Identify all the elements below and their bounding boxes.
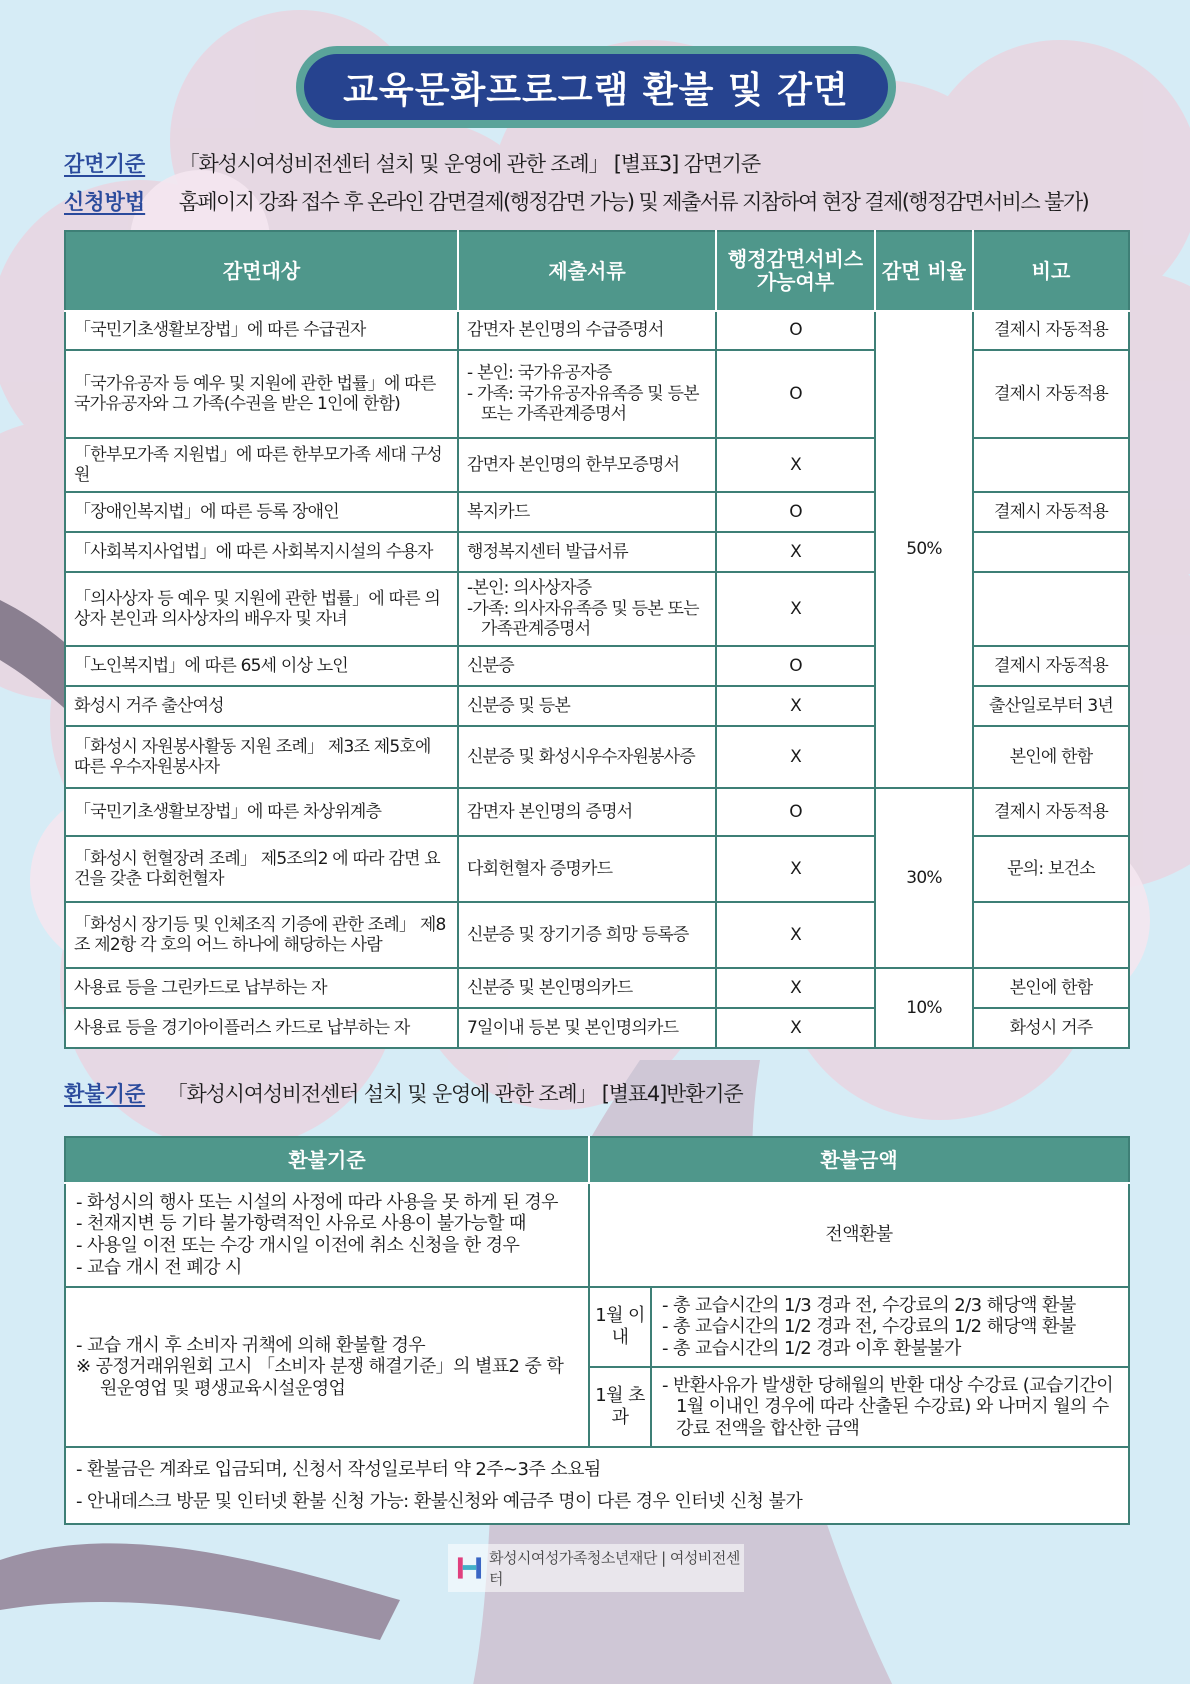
note-cell: 결제시 자동적용 <box>973 350 1129 438</box>
criteria-line: - 사용일 이전 또는 수강 개시일 이전에 취소 신청을 한 경우 <box>76 1235 520 1256</box>
docs-cell: 신분증 및 장기기증 희망 등록증 <box>458 902 716 968</box>
rule-line: - 총 교습시간의 1/2 경과 이후 환불불가 <box>662 1337 961 1359</box>
footer-text: 화성시여성가족청소년재단 | 여성비전센터 <box>488 1549 740 1588</box>
within-one-month-rules <box>651 1287 1129 1367</box>
docs-cell: 신분증 <box>458 646 716 686</box>
target-cell: 「화성시 장기등 및 인체조직 기증에 관한 조례」 제8조 제2항 각 호의 어느 하나에 해당하는 사람 <box>65 902 458 968</box>
note-cell: 출산일로부터 3년 <box>973 686 1129 726</box>
reduction-criteria-label: 감면기준 <box>64 152 146 176</box>
target-cell: 사용료 등을 경기아이플러스 카드로 납부하는 자 <box>65 1008 458 1048</box>
target-cell: 「한부모가족 지원법」에 따른 한부모가족 세대 구성원 <box>65 438 458 492</box>
within-one-month-label: 1월 이내 <box>589 1287 651 1367</box>
apply-method-label: 신청방법 <box>64 190 146 214</box>
rule-line: - 총 교습시간의 1/2 경과 전, 수강료의 1/2 해당액 환불 <box>662 1316 1076 1338</box>
note-cell: 결제시 자동적용 <box>973 788 1129 836</box>
admin-cell: X <box>716 1008 875 1048</box>
reduction-criteria-value: 「화성시여성비전센터 설치 및 운영에 관한 조례」 [별표3] 감면기준 <box>178 152 760 176</box>
refund-note-line: - 환불금은 계좌로 입금되며, 신청서 작성일로부터 약 2주~3주 소요됨 <box>76 1459 601 1480</box>
col-header-criteria: 환불기준 <box>65 1137 589 1183</box>
target-cell: 화성시 거주 출산여성 <box>65 686 458 726</box>
criteria-line: - 천재지변 등 기타 불가항력적인 사유로 사용이 불가능할 때 <box>76 1213 526 1235</box>
over-one-month-label: 1월 초과 <box>589 1367 651 1447</box>
docs-cell: 복지카드 <box>458 492 716 532</box>
admin-cell: X <box>716 836 875 902</box>
note-cell <box>973 902 1129 968</box>
docs-line: - 가족: 국가유공자유족증 및 등본 또는 가족관계증명서 <box>467 383 699 425</box>
target-cell: 사용료 등을 그린카드로 납부하는 자 <box>65 968 458 1008</box>
reduction-criteria-row <box>64 148 760 178</box>
docs-cell: 감면자 본인명의 한부모증명서 <box>458 438 716 492</box>
note-cell: 결제시 자동적용 <box>973 492 1129 532</box>
target-cell: 「화성시 자원봉사활동 지원 조례」 제3조 제5호에 따른 우수자원봉사자 <box>65 726 458 788</box>
rule-line: - 총 교습시간의 1/3 경과 전, 수강료의 2/3 해당액 환불 <box>662 1294 1076 1316</box>
admin-cell: O <box>716 788 875 836</box>
admin-cell: X <box>716 572 875 646</box>
criteria-note: ※ 공정거래위원회 고시 「소비자 분쟁 해결기준」의 별표2 중 학원운영업 및 평생교육시설운영업 <box>76 1356 564 1399</box>
col-header-target: 감면대상 <box>65 231 458 311</box>
target-cell: 「장애인복지법」에 따른 등록 장애인 <box>65 492 458 532</box>
table-row <box>65 1447 1129 1524</box>
docs-cell <box>458 572 716 646</box>
note-cell <box>973 438 1129 492</box>
note-cell: 본인에 한함 <box>973 968 1129 1008</box>
refund-criteria-row <box>64 1078 742 1108</box>
rate-cell-30: 30% <box>875 788 973 968</box>
refund-criteria-label: 환불기준 <box>64 1082 146 1106</box>
note-cell: 문의: 보건소 <box>973 836 1129 902</box>
admin-cell: X <box>716 968 875 1008</box>
docs-cell: 신분증 및 본인명의카드 <box>458 968 716 1008</box>
table-row <box>65 788 1129 836</box>
target-cell: 「국민기초생활보장법」에 따른 차상위계층 <box>65 788 458 836</box>
docs-line: - 본인: 국가유공자증 <box>467 363 612 384</box>
note-cell: 본인에 한함 <box>973 726 1129 788</box>
table-row <box>65 968 1129 1008</box>
col-header-note: 비고 <box>973 231 1129 311</box>
admin-cell: X <box>716 438 875 492</box>
foundation-logo-icon <box>456 1554 483 1582</box>
admin-cell: X <box>716 726 875 788</box>
table-row <box>65 1287 1129 1367</box>
refund-note-line: - 안내데스크 방문 및 인터넷 환불 신청 가능: 환불신청와 예금주 명이 다른 경우 인터넷 신청 불가 <box>76 1490 803 1512</box>
full-refund-amount: 전액환불 <box>589 1183 1129 1287</box>
admin-cell: O <box>716 311 875 350</box>
col-header-docs: 제출서류 <box>458 231 716 311</box>
over-one-month-rules <box>651 1367 1129 1447</box>
criteria-line: - 화성시의 행사 또는 시설의 사정에 따라 사용을 못 하게 된 경우 <box>76 1191 558 1213</box>
docs-cell: 신분증 및 화성시우수자원봉사증 <box>458 726 716 788</box>
title-banner <box>296 46 896 128</box>
reduction-table <box>64 230 1130 1049</box>
rate-cell-10: 10% <box>875 968 973 1048</box>
note-cell <box>973 532 1129 572</box>
docs-line: -본인: 의사상자증 <box>467 578 592 599</box>
note-cell: 결제시 자동적용 <box>973 646 1129 686</box>
col-header-amount: 환불금액 <box>589 1137 1129 1183</box>
docs-cell: 신분증 및 등본 <box>458 686 716 726</box>
full-refund-criteria <box>65 1183 589 1287</box>
refund-criteria-value: 「화성시여성비전센터 설치 및 운영에 관한 조례」 [별표4]반환기준 <box>166 1082 743 1106</box>
target-cell: 「국가유공자 등 예우 및 지원에 관한 법률」에 따른 국가유공자와 그 가족(수권을 받은 1인에 한함) <box>65 350 458 438</box>
rule-line: - 반환사유가 발생한 당해월의 반환 대상 수강료 (교습기간이 1월 이내인 경우에 따라 산출된 수강료) 와 나머지 월의 수강료 전액을 합산한 금액 <box>662 1374 1114 1439</box>
target-cell: 「의사상자 등 예우 및 지원에 관한 법률」에 따른 의상자 본인과 의사상자의 배우자 및 자녀 <box>65 572 458 646</box>
admin-cell: X <box>716 686 875 726</box>
partial-refund-criteria <box>65 1287 589 1447</box>
note-cell <box>973 572 1129 646</box>
table-row <box>65 1183 1129 1287</box>
note-cell: 결제시 자동적용 <box>973 311 1129 350</box>
page-title: 교육문화프로그램 환불 및 감면 <box>304 54 888 120</box>
docs-line: -가족: 의사자유족증 및 등본 또는 가족관계증명서 <box>467 598 699 640</box>
table-row <box>65 311 1129 350</box>
target-cell: 「사회복지사업법」에 따른 사회복지시설의 수용자 <box>65 532 458 572</box>
docs-cell: 다회헌혈자 증명카드 <box>458 836 716 902</box>
note-cell: 화성시 거주 <box>973 1008 1129 1048</box>
admin-cell: O <box>716 350 875 438</box>
docs-cell: 감면자 본인명의 수급증명서 <box>458 311 716 350</box>
target-cell: 「노인복지법」에 따른 65세 이상 노인 <box>65 646 458 686</box>
admin-cell: O <box>716 646 875 686</box>
criteria-line: - 교습 개시 후 소비자 귀책에 의해 환불할 경우 <box>76 1334 426 1356</box>
foundation-logo <box>448 1544 744 1592</box>
rate-cell-50: 50% <box>875 311 973 788</box>
col-header-rate: 감면 비율 <box>875 231 973 311</box>
admin-cell: X <box>716 902 875 968</box>
apply-method-value: 홈페이지 강좌 접수 후 온라인 감면결제(행정감면 가능) 및 제출서류 지참하여 현장 결제(행정감면서비스 불가) <box>178 190 1089 214</box>
target-cell: 「국민기초생활보장법」에 따른 수급권자 <box>65 311 458 350</box>
apply-method-row <box>64 186 1088 216</box>
docs-cell: 7일이내 등본 및 본인명의카드 <box>458 1008 716 1048</box>
refund-notes <box>65 1447 1129 1524</box>
criteria-line: - 교습 개시 전 폐강 시 <box>76 1256 242 1278</box>
docs-cell: 감면자 본인명의 증명서 <box>458 788 716 836</box>
docs-cell <box>458 350 716 438</box>
target-cell: 「화성시 헌혈장려 조례」 제5조의2 에 따라 감면 요건을 갖춘 다회헌혈자 <box>65 836 458 902</box>
refund-table <box>64 1136 1130 1525</box>
docs-cell: 행정복지센터 발급서류 <box>458 532 716 572</box>
col-header-admin: 행정감면서비스 가능여부 <box>716 231 875 311</box>
admin-cell: O <box>716 492 875 532</box>
admin-cell: X <box>716 532 875 572</box>
